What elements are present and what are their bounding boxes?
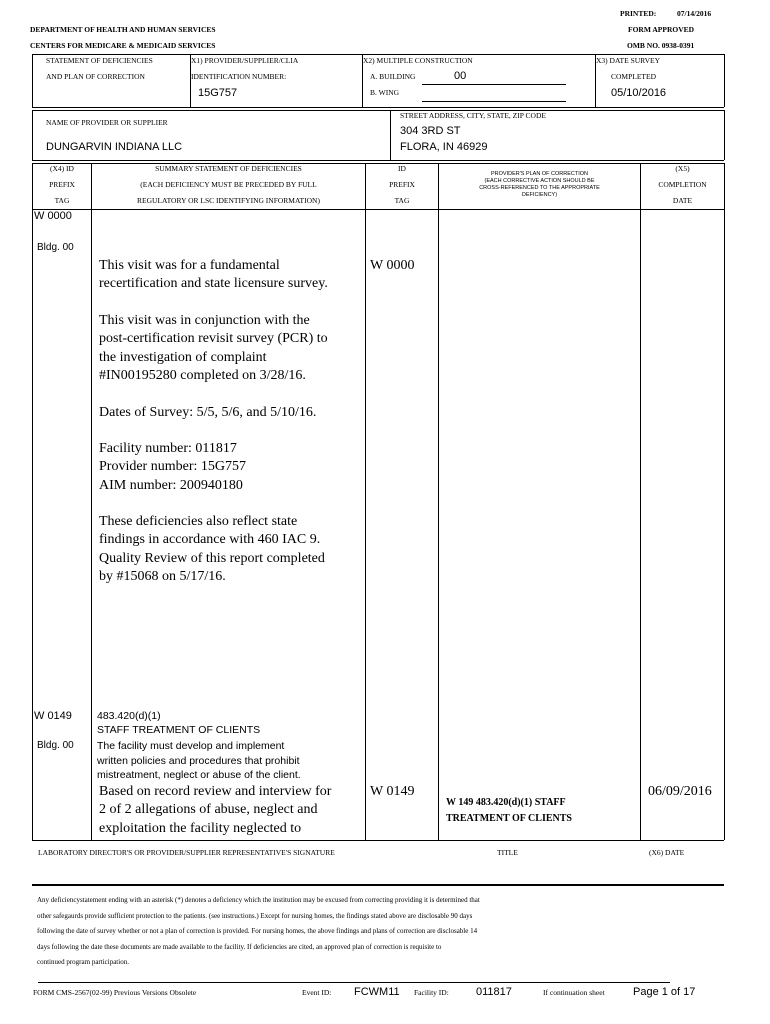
provider-name-value: DUNGARVIN INDIANA LLC	[46, 141, 183, 153]
entry2-title: STAFF TREATMENT OF CLIENTS	[97, 724, 261, 736]
x3-label-2: COMPLETED	[611, 72, 656, 81]
x1-label-2: IDENTIFICATION NUMBER:	[191, 72, 287, 81]
x4-header-3: TAG	[54, 196, 70, 205]
statement-label-1: STATEMENT OF DEFICIENCIES	[46, 56, 153, 65]
x4-header-1: (X4) ID	[50, 164, 74, 173]
disclaimer: Any deficiencystatement ending with an asterisk (*) denotes a deficiency which the institution may be excused from correcting providing it is determined that other safegaurds provide sufficient protection to the patients. (see instructions.) Except for nursing homes, the findings stated above are disclosable 90 days following the date of survey whether or not a plan of correction is provided. For nursing homes, the above findings and plans of correction are disclosable 14 days following the date these documents are made available to the facility. If deficiencies are cited, an approved plan of correction is requisite to continued program participation.	[37, 896, 480, 966]
plan-header-4: DEFICIENCY)	[521, 192, 558, 198]
id-header-2: PREFIX	[389, 180, 415, 189]
department-title: DEPARTMENT OF HEALTH AND HUMAN SERVICES	[30, 25, 216, 34]
entry2-id-tag: W 0149	[370, 784, 415, 799]
summary-header-1: SUMMARY STATEMENT OF DEFICIENCIES	[155, 164, 302, 173]
entry2-plan-line2: TREATMENT OF CLIENTS	[446, 813, 572, 824]
x3-label: X3) DATE SURVEY	[596, 56, 660, 65]
plan-header-2: (EACH CORRECTIVE ACTION SHOULD BE	[484, 178, 595, 184]
survey-date-value: 05/10/2016	[611, 87, 667, 99]
continuation-label: If continuation sheet	[543, 988, 605, 997]
omb-number: OMB NO. 0938-0391	[627, 41, 695, 50]
street-address-line2: FLORA, IN 46929	[400, 141, 488, 153]
id-header-1: ID	[398, 164, 406, 173]
facility-id-label: Facility ID:	[414, 988, 449, 997]
page-number: Page 1 of 17	[633, 986, 696, 998]
statement-label-2: AND PLAN OF CORRECTION	[46, 72, 145, 81]
printed-date: 07/14/2016	[677, 9, 712, 18]
x5-header-2: COMPLETION	[658, 180, 707, 189]
building-label: A. BUILDING	[370, 72, 416, 81]
plan-header-3: CROSS-REFERENCED TO THE APPROPRIATE	[479, 185, 600, 191]
entry2-tag: W 0149	[34, 710, 72, 722]
form-approved: FORM APPROVED	[628, 25, 695, 34]
entry1-para-4: Facility number: 011817 Provider number: 15G757 AIM number: 200940180	[99, 441, 246, 493]
centers-title: CENTERS FOR MEDICARE & MEDICAID SERVICES	[30, 41, 216, 50]
x2-label: X2) MULTIPLE CONSTRUCTION	[363, 56, 473, 65]
summary-header-2: (EACH DEFICIENCY MUST BE PRECEDED BY FULL	[140, 180, 317, 189]
x5-header-3: DATE	[672, 196, 693, 205]
director-signature-label: LABORATORY DIRECTOR'S OR PROVIDER/SUPPLIER REPRESENTATIVE'S SIGNATURE	[38, 848, 335, 857]
entry1-para-3: Dates of Survey: 5/5, 5/6, and 5/10/16.	[99, 405, 317, 420]
plan-header-1: PROVIDER'S PLAN OF CORRECTION	[490, 171, 588, 177]
event-id-label: Event ID:	[302, 988, 332, 997]
entry1-para-2: This visit was in conjunction with the post-certification revisit survey (PCR) to the investigation of complaint #IN00195280 completed on 3/28/16.	[99, 313, 328, 383]
entry1-para-5: These deficiencies also reflect state findings in accordance with 460 IAC 9. Quality Review of this report completed by #15068 on 5/17/16.	[99, 514, 325, 584]
entry1-para-1: This visit was for a fundamental recertification and state licensure survey.	[99, 258, 328, 292]
form-number: FORM CMS-2567(02-99) Previous Versions Obsolete	[33, 988, 197, 997]
entry2-plan-line1: W 149 483.420(d)(1) STAFF	[446, 797, 566, 808]
x4-header-2: PREFIX	[49, 180, 75, 189]
entry2-bldg: Bldg. 00	[37, 740, 74, 751]
event-id-value: FCWM11	[354, 986, 400, 998]
title-label: TITLE	[497, 848, 518, 857]
x6-date-label: (X6) DATE	[649, 848, 685, 857]
entry1-bldg: Bldg. 00	[37, 242, 74, 253]
entry2-finding: Based on record review and interview for 2 of 2 allegations of abuse, neglect and exploitation the facility neglected to	[99, 784, 332, 836]
entry1-tag: W 0000	[34, 210, 72, 222]
summary-header-3: REGULATORY OR LSC IDENTIFYING INFORMATION)	[137, 196, 320, 205]
entry1-id-tag: W 0000	[370, 258, 415, 273]
printed-label: PRINTED:	[620, 9, 657, 18]
x1-label: X1) PROVIDER/SUPPLIER/CLIA	[191, 56, 299, 65]
building-value: 00	[454, 70, 467, 82]
provider-name-label: NAME OF PROVIDER OR SUPPLIER	[46, 118, 168, 127]
entry2-completion-date: 06/09/2016	[648, 784, 712, 799]
id-header-3: TAG	[394, 196, 410, 205]
entry2-regulation: 483.420(d)(1)	[97, 710, 161, 722]
entry2-rule: The facility must develop and implement written policies and procedures that prohibit mistreatment, neglect or abuse of the client.	[97, 740, 301, 781]
street-address-line1: 304 3RD ST	[400, 125, 461, 137]
x5-header-1: (X5)	[675, 164, 690, 173]
facility-id-value: 011817	[476, 986, 512, 998]
street-address-label: STREET ADDRESS, CITY, STATE, ZIP CODE	[400, 111, 546, 120]
wing-label: B. WING	[370, 88, 400, 97]
provider-id-value: 15G757	[198, 87, 238, 99]
